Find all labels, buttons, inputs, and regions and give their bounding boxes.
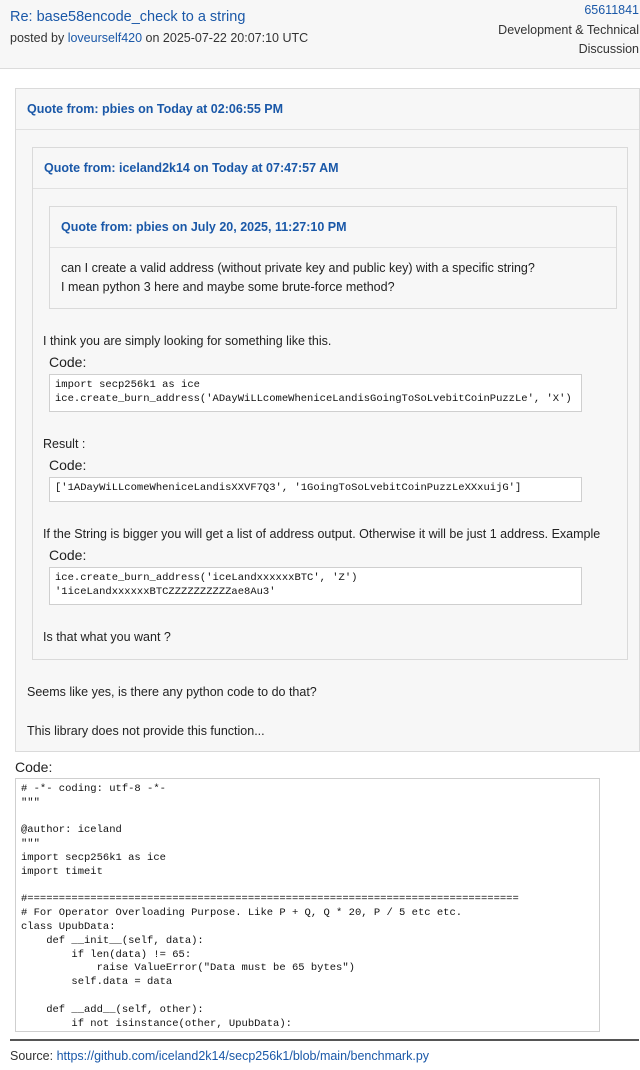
code-block-example[interactable]: ice.create_burn_address('iceLandxxxxxxBTC', 'Z') '1iceLandxxxxxxBTCZZZZZZZZZZae8Au3' [49,567,582,605]
post-date: on 2025-07-22 20:07:10 UTC [145,31,309,45]
signature-divider [10,1039,639,1041]
board-name-line2: Discussion [578,42,639,56]
inner-quote-line1: can I create a valid address (without private key and public key) with a specific string? [61,261,535,275]
author-link[interactable]: loveurself420 [67,31,143,45]
quote-block-middle [32,147,628,660]
result-label: Result : [43,437,86,451]
code-label: Code: [49,547,87,563]
quote-source-link-outer[interactable]: Quote from: pbies on Today at 02:06:55 PM [27,102,284,116]
reply-text-2: This library does not provide this function... [27,724,265,738]
post-info [498,1,639,60]
code-block-result[interactable]: ['1ADayWiLLcomeWheniceLandisXXVF7Q3', '1GoingToSoLvebitCoinPuzzLeXXxuijG'] [49,477,582,502]
code-label: Code: [49,354,87,370]
quote-header-middle [33,148,627,189]
post-title-link[interactable]: Re: base58encode_check to a string [10,9,246,25]
post-id-link[interactable]: 65611841 [584,3,639,17]
quote-header-inner [50,207,616,248]
quote-header-outer [16,89,639,130]
inner-quote-line2: I mean python 3 here and maybe some brute-force method? [61,280,395,294]
reply-text-1: Seems like yes, is there any python code to do that? [27,685,317,699]
source-label: Source: [10,1049,54,1063]
post-header [0,0,640,69]
code-block-burn-address[interactable]: import secp256k1 as ice ice.create_burn_address('ADayWiLLcomeWheniceLandisGoingToSoLvebitCoinPuzzLe', 'X') [49,374,582,412]
code-block-main[interactable]: # -*- coding: utf-8 -*- """ @author: iceland """ import secp256k1 as ice import timeit #============================================================================== # For Operator Overloading Purpose. Like P + Q, Q * 20, P / 5 etc etc. class UpubData: def __init__(self, data): if len(data) != 65: raise ValueError("Data must be 65 bytes") self.data = data def __add__(self, other): if not isinstance(other, UpubData): [15,778,600,1032]
code-label: Code: [49,457,87,473]
post-meta [10,31,308,45]
posted-by-label: posted by [10,31,65,45]
source-line [10,1049,429,1063]
code-label-main: Code: [15,759,53,775]
quote-explain-text: If the String is bigger you will get a list of address output. Otherwise it will be just 1 address. Example [43,527,601,541]
source-url-link[interactable]: https://github.com/iceland2k14/secp256k1/blob/main/benchmark.py [56,1049,430,1063]
quote-closing-text: Is that what you want ? [43,630,171,644]
board-name-line1: Development & Technical [498,22,639,37]
quote-intro-text: I think you are simply looking for something like this. [43,334,332,348]
quote-block-inner [49,206,617,309]
quote-source-link-inner[interactable]: Quote from: pbies on July 20, 2025, 11:27:10 PM [61,220,347,234]
quote-source-link-middle[interactable]: Quote from: iceland2k14 on Today at 07:47:57 AM [44,161,339,175]
quote-block-outer [15,88,640,752]
